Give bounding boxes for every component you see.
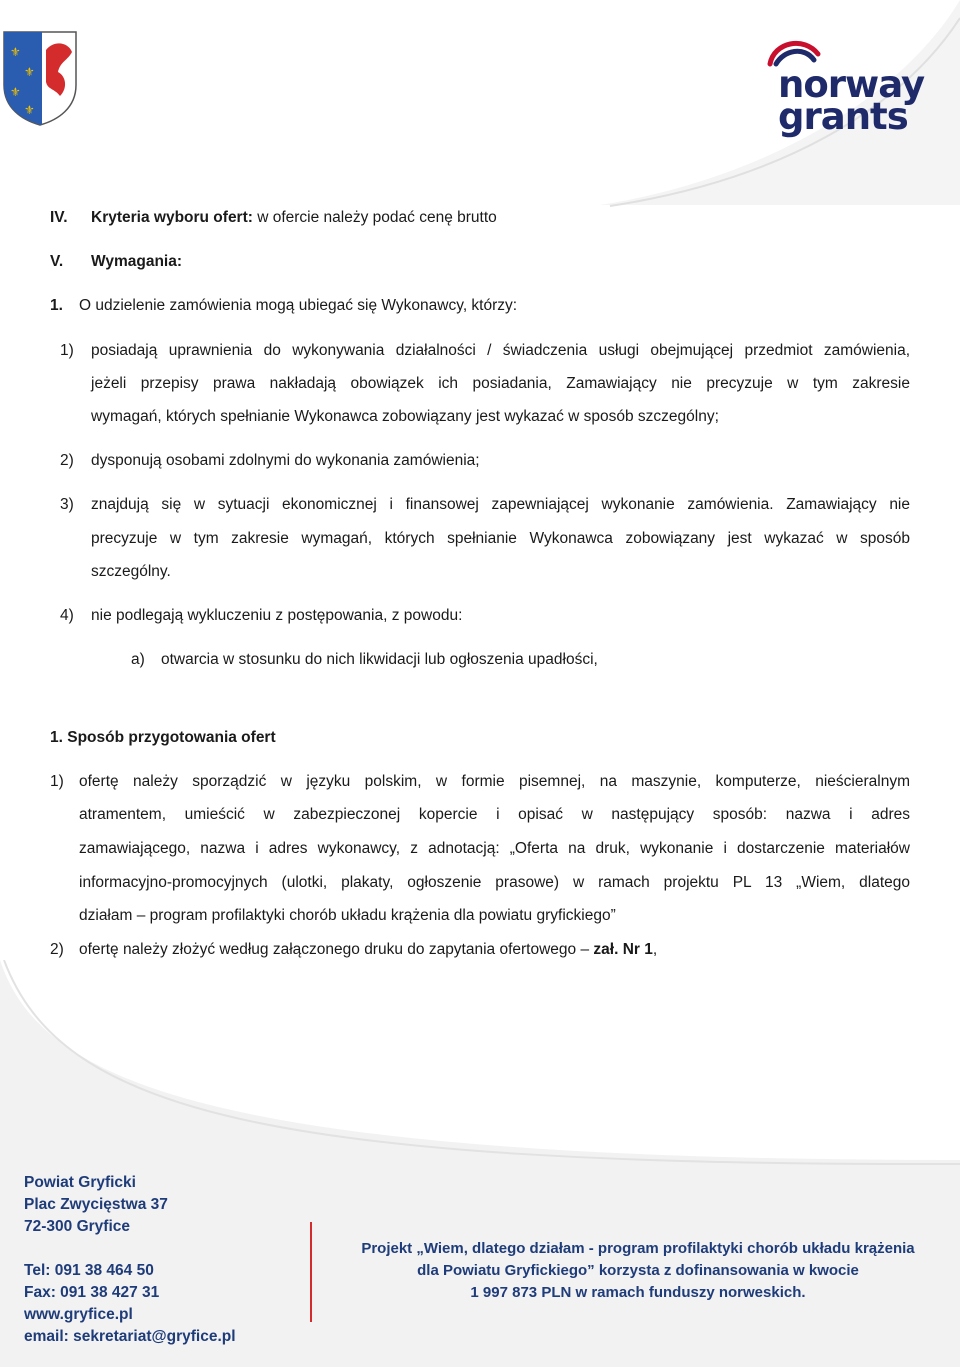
footer-street: Plac Zwycięstwa 37 [24,1196,168,1213]
prep2-text: ofertę należy złożyć według załączonego druku do zapytania ofertowego – [79,941,594,958]
prep2-tail: , [652,941,658,958]
prep1-line1: ofertę należy sporządzić w języku polskim, w formie pisemnej, na maszynie, komputerze, nieścieralnym [79,773,910,790]
req3-line2: precyzuje w tym zakresie wymagań, których spełnianie Wykonawca zobowiązany jest wykazać w sposób [91,530,910,547]
footer-tel: Tel: 091 38 464 50 [24,1262,154,1279]
prep1-line3: zamawiającego, nazwa i adres wykonawcy, z adnotacją: „Oferta na druk, wykonanie i dostarczenie materiałów [79,840,910,857]
prep1-line4: informacyjno-promocyjnych (ulotki, plakaty, ogłoszenie prasowe) w ramach projektu PL 13 „Wiem, dlatego [79,874,910,891]
prep1-line2: atramentem, umieścić w zabezpieczonej kopercie i opisać w następujący sposób: nazwa i adres [79,806,910,823]
section-iv-text: w ofercie należy podać cenę brutto [252,209,497,226]
norway-grants-line1: norway [778,63,925,106]
footer-project-line3: 1 997 873 PLN w ramach funduszy norweskich. [470,1284,806,1301]
intro-text: O udzielenie zamówienia mogą ubiegać się Wykonawcy, którzy: [79,297,518,314]
intro-number: 1. [50,297,63,314]
req3-line3: szczególny. [91,563,171,580]
coat-of-arms-icon [2,30,78,126]
req2-text: dysponują osobami zdolnymi do wykonania zamówienia; [91,452,480,469]
req4-number: 4) [60,607,74,624]
section-iv-label: Kryteria wyboru ofert: [91,209,253,226]
req3-number: 3) [60,496,74,513]
req1-number: 1) [60,342,74,359]
req3-line1: znajdują się w sytuacji ekonomicznej i finansowej zapewniającej wykonanie zamówienia. Zamawiający nie [91,496,910,513]
prep-heading: 1. Sposób przygotowania ofert [50,729,276,746]
prep1-number: 1) [50,773,64,790]
req1-line1: posiadają uprawnienia do wykonywania działalności / świadczenia usługi obejmującej przedmiot zamówienia, [91,342,910,359]
section-iv-number: IV. [50,209,68,226]
svg-text:⚜: ⚜ [10,45,21,59]
footer-contact [24,1172,236,1348]
prep2-line [79,941,657,959]
req1-line3: wymagań, których spełnianie Wykonawca zobowiązany jest wykazać w sposób szczególny; [91,408,719,425]
norway-grants-logo-icon [760,34,925,138]
prep1-line5: działam – program profilaktyki chorób układu krążenia dla powiatu gryfickiego” [79,907,616,924]
norway-grants-line2: grants [778,95,908,138]
footer-email[interactable]: email: sekretariat@gryfice.pl [24,1328,236,1345]
svg-text:⚜: ⚜ [24,103,35,117]
req2-number: 2) [60,452,74,469]
req4a-letter: a) [131,651,145,668]
footer-city: 72-300 Gryfice [24,1218,130,1235]
footer-www[interactable]: www.gryfice.pl [24,1306,133,1323]
req4a-text: otwarcia w stosunku do nich likwidacji lub ogłoszenia upadłości, [161,651,598,668]
footer-fax: Fax: 091 38 427 31 [24,1284,160,1301]
footer-divider [310,1222,312,1322]
section-iv-line [91,209,497,227]
footer-project-line2: dla Powiatu Gryfickiego” korzysta z dofinansowania w kwocie [417,1262,859,1279]
prep2-attachment: zał. Nr 1 [593,941,653,958]
section-v-number: V. [50,253,64,270]
svg-text:⚜: ⚜ [10,85,21,99]
footer-project-info [318,1238,958,1304]
prep2-number: 2) [50,941,64,958]
svg-text:⚜: ⚜ [24,65,35,79]
section-v-label: Wymagania: [91,253,183,270]
footer-project-line1: Projekt „Wiem, dlatego działam - program profilaktyki chorób układu krążenia [361,1240,915,1257]
req1-line2: jeżeli przepisy prawa nakładają obowiązek ich posiadania, Zamawiający nie precyzuje w tym zakresie [91,375,910,392]
req4-text: nie podlegają wykluczeniu z postępowania, z powodu: [91,607,463,624]
footer-org: Powiat Gryficki [24,1174,136,1191]
